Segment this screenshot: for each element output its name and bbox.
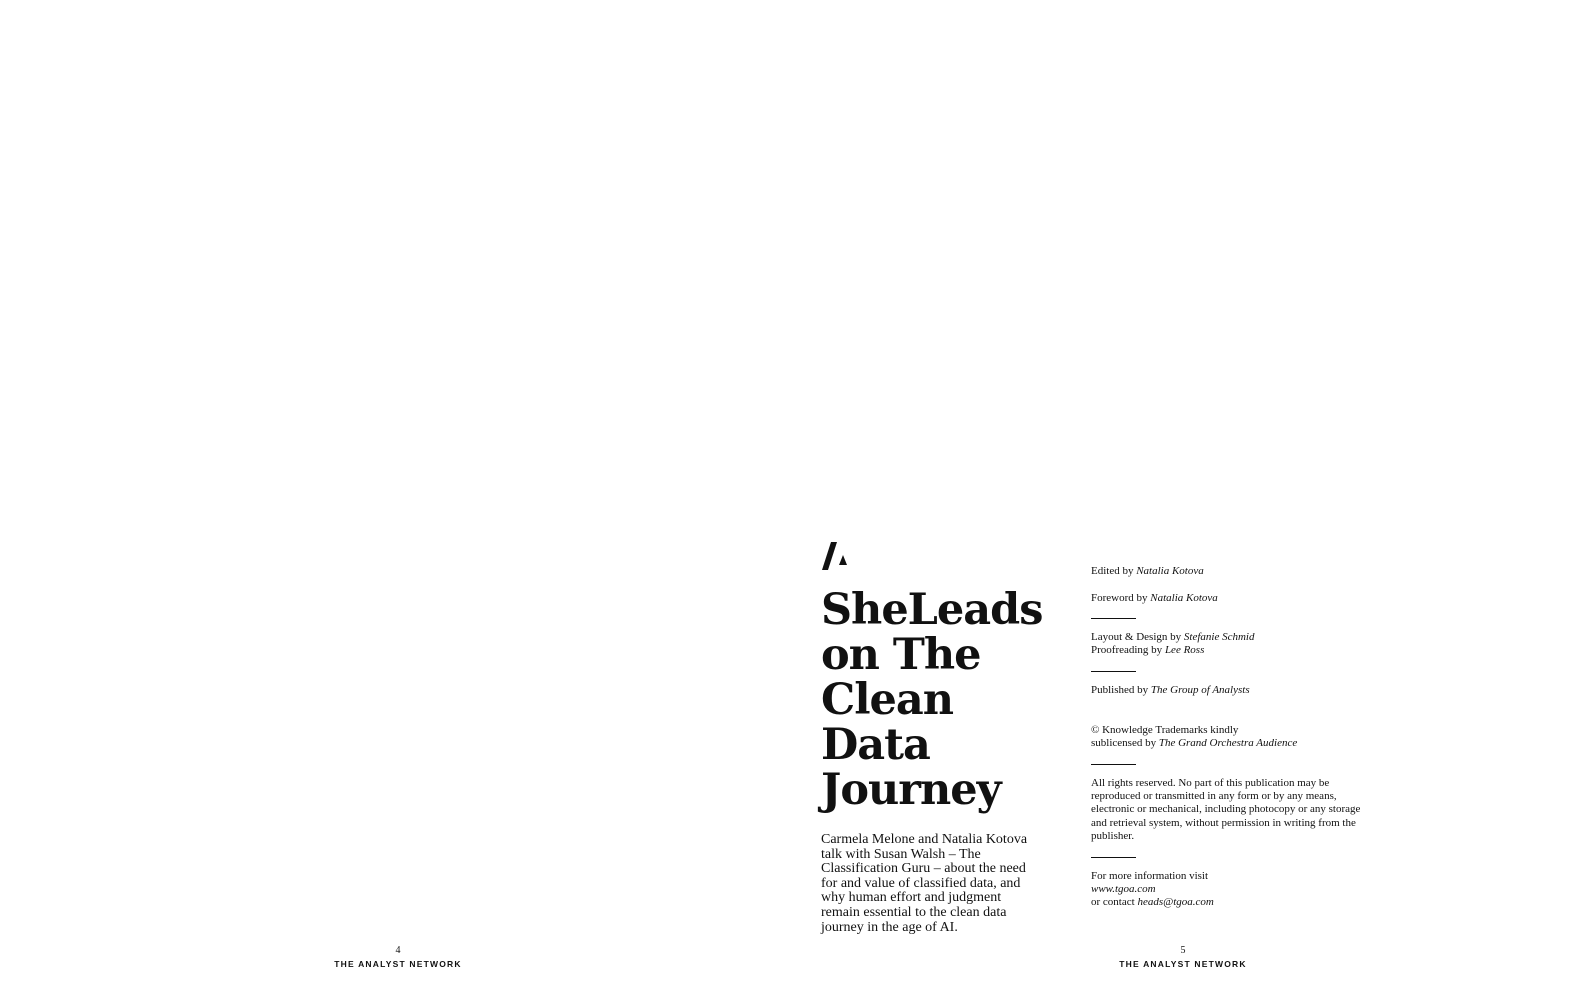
divider (1091, 857, 1136, 858)
published-by (1091, 684, 1366, 697)
title-line: SheLeads (821, 585, 1043, 635)
right-page (793, 0, 1586, 998)
right-page-number: 5 (1180, 945, 1186, 956)
left-running-footer: THE ANALYST NETWORK (334, 959, 462, 969)
divider (1091, 618, 1136, 619)
right-footer (1083, 946, 1283, 969)
edited-by (1091, 565, 1366, 578)
foreword-label: Foreword by (1091, 591, 1148, 604)
title-line: Journey (821, 765, 1001, 815)
email-link[interactable]: heads@tgoa.com (1137, 896, 1214, 909)
more-info (1091, 870, 1366, 910)
layout-label: Layout & Design by (1091, 630, 1182, 643)
designer-name: Stefanie Schmid (1183, 630, 1255, 643)
left-page-number: 4 (395, 945, 401, 956)
title-line: Clean Data (821, 675, 954, 770)
proofreading-by (1091, 644, 1366, 657)
copyright-label: sublicensed by (1091, 736, 1157, 749)
copyright-line: © Knowledge Trademarks kindly (1091, 723, 1239, 736)
divider (1091, 671, 1136, 672)
copyright (1091, 724, 1366, 750)
editor-name: Natalia Kotova (1136, 565, 1204, 577)
slash-a-logo-icon (822, 542, 848, 572)
publisher-name: The Group of Analysts (1150, 684, 1250, 697)
title-line: on The (821, 630, 981, 680)
left-page (0, 0, 793, 998)
intro-paragraph: Carmela Melone and Natalia Kotova talk with Susan Walsh – The Classification Guru – about the need for and value of classified data, and why human effort and judgment remain essential to the clean data journey in the age of AI. (821, 832, 1028, 935)
colophon (1091, 565, 1366, 910)
foreword-by (1091, 592, 1366, 605)
page-title (821, 585, 1071, 815)
foreword-name: Natalia Kotova (1150, 591, 1218, 604)
left-footer (298, 946, 498, 969)
info-label: For more information visit (1091, 869, 1209, 882)
layout-by (1091, 631, 1366, 644)
licensor-name: The Grand Orchestra Audience (1158, 736, 1298, 749)
website-link[interactable]: www.tgoa.com (1091, 883, 1156, 896)
proof-label: Proofreading by (1091, 644, 1163, 657)
rights-notice: All rights reserved. No part of this publication may be reproduced or transmitted in any form or by any means, electronic or mechanical, including photocopy or any storage and retrieval system, without permission in writing from the publisher. (1091, 776, 1361, 842)
right-running-footer: THE ANALYST NETWORK (1119, 959, 1247, 969)
published-label: Published by (1091, 684, 1149, 697)
edited-label: Edited by (1091, 565, 1134, 577)
contact-label: or contact (1091, 896, 1135, 909)
proofreader-name: Lee Ross (1164, 644, 1205, 657)
divider (1091, 764, 1136, 765)
